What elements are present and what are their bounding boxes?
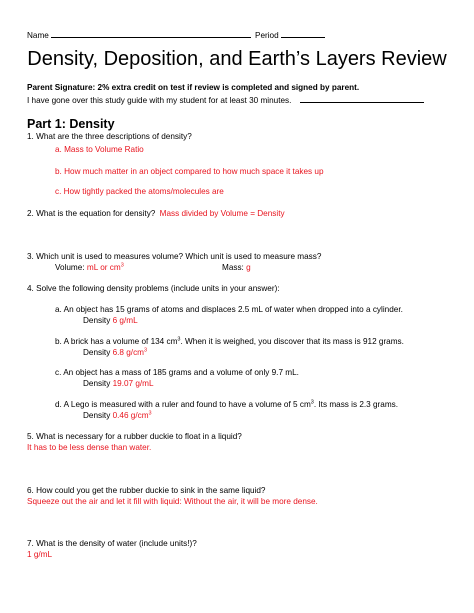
q7-answer: 1 g/mL — [27, 550, 53, 559]
q4d-answer: 0.46 $g/cm^3$ — [112, 410, 152, 420]
q3-mass-line — [222, 263, 251, 272]
q2-answer: Mass divided by Volume = Density — [159, 209, 285, 218]
name-line — [27, 29, 251, 40]
period-line — [255, 29, 325, 40]
parent-signature-text: Parent Signature: 2% extra credit on test if review is completed and signed by parent. — [27, 83, 360, 92]
q3-volume-answer: mL or $cm^3$ — [86, 262, 124, 272]
q3-question: 3. Which unit is used to measures volume? Which unit is used to measure mass? — [27, 252, 322, 261]
q5-answer: It has to be less dense than water. — [27, 443, 152, 452]
q1-answer-b: b. How much matter in an object compared to how much space it takes up — [55, 167, 324, 176]
q5-question: 5. What is necessary for a rubber duckie to float in a liquid? — [27, 432, 242, 441]
parent-statement: I have gone over this study guide with my student for at least 30 minutes. — [27, 96, 292, 105]
q4a-density: Density 6 g/mL — [83, 316, 138, 325]
q3-mass-label: Mass: — [222, 263, 244, 272]
parent-statement-line — [27, 94, 424, 105]
name-blank[interactable] — [51, 29, 251, 38]
q1-answer-c: c. How tightly packed the atoms/molecules are — [55, 187, 224, 196]
q4b-answer: 6.8 $g/cm^3$ — [112, 347, 148, 357]
q6-question: 6. How could you get the rubber duckie to sink in the same liquid? — [27, 486, 266, 495]
q3-volume-label: Volume: — [55, 263, 85, 272]
parent-signature-blank[interactable] — [300, 94, 424, 103]
q4-question: 4. Solve the following density problems (include units in your answer): — [27, 284, 280, 293]
period-label: Period — [255, 31, 279, 40]
q4b-problem: b. A brick has a volume of 134 $cm^3$. When it is weighed, you discover that its mass is 912 grams. — [55, 336, 404, 346]
q2-line — [27, 209, 285, 218]
q4c-density: Density 19.07 g/mL — [83, 379, 154, 388]
q1-question: 1. What are the three descriptions of density? — [27, 132, 192, 141]
page-title: Density, Deposition, and Earth’s Layers Review — [27, 48, 447, 70]
q4b-density: Density 6.8 $g/cm^3$ — [83, 347, 148, 357]
q3-mass-answer: g — [246, 263, 251, 272]
q2-question: 2. What is the equation for density? — [27, 209, 156, 218]
q6-answer: Squeeze out the air and let it fill with liquid: Without the air, it will be more dense. — [27, 497, 318, 506]
part1-heading: Part 1: Density — [27, 117, 115, 131]
q7-question: 7. What is the density of water (include units!)? — [27, 539, 197, 548]
q4a-problem: a. An object has 15 grams of atoms and displaces 2.5 mL of water when dropped into a cylinder. — [55, 305, 403, 314]
q4a-answer: 6 g/mL — [112, 316, 138, 325]
q3-volume-line — [55, 263, 124, 272]
q4c-problem: c. An object has a mass of 185 grams and a volume of only 9.7 mL. — [55, 368, 299, 377]
q4d-problem: d. A Lego is measured with a ruler and found to have a volume of 5 $cm^3$. Its mass is 2.3 grams. — [55, 399, 399, 409]
q1-answer-a: a. Mass to Volume Ratio — [55, 145, 144, 154]
period-blank[interactable] — [281, 29, 325, 38]
q4c-answer: 19.07 g/mL — [112, 379, 154, 388]
name-label: Name — [27, 31, 49, 40]
q4d-density: Density 0.46 $g/cm^3$ — [83, 410, 152, 420]
